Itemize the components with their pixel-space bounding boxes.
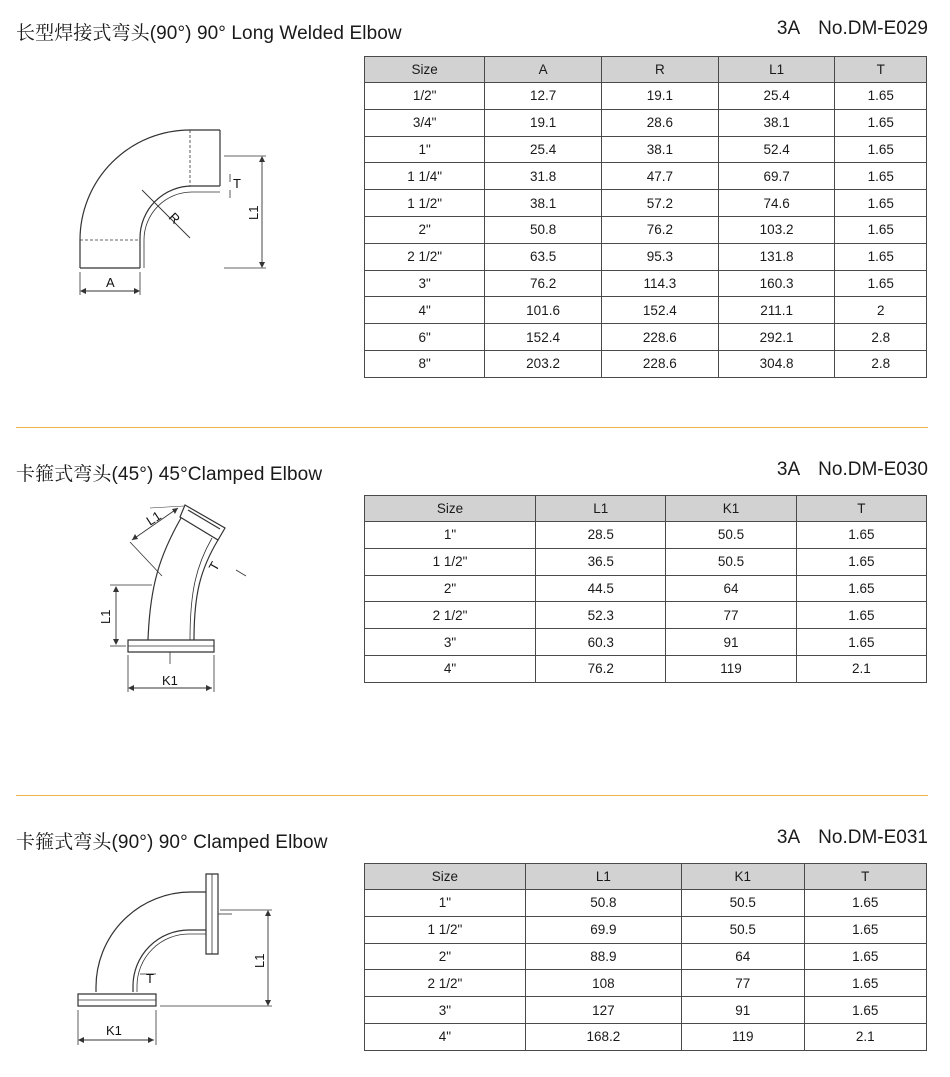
clamped-90-elbow-drawing xyxy=(66,870,286,1050)
table-row xyxy=(365,350,927,377)
table-row xyxy=(365,83,927,110)
table-row xyxy=(365,916,927,943)
spec-table xyxy=(364,56,927,378)
table-cell: 1 1/4" xyxy=(365,163,485,190)
column-header: Size xyxy=(365,496,536,522)
table-cell: 38.1 xyxy=(485,190,602,217)
table-cell: 76.2 xyxy=(601,216,718,243)
table-cell: 1.65 xyxy=(804,916,927,943)
column-header: K1 xyxy=(666,496,796,522)
section-title: 长型焊接式弯头(90°) 90° Long Welded Elbow xyxy=(16,23,402,44)
column-header: Size xyxy=(365,57,485,83)
table-row xyxy=(365,629,927,656)
table-cell: 19.1 xyxy=(601,83,718,110)
table-cell: 1.65 xyxy=(835,190,927,217)
table-cell: 114.3 xyxy=(601,270,718,297)
table-row xyxy=(365,109,927,136)
table-cell: 1 1/2" xyxy=(365,190,485,217)
table-cell: 69.9 xyxy=(525,916,681,943)
table-cell: 47.7 xyxy=(601,163,718,190)
table-cell: 2.1 xyxy=(804,1023,927,1050)
column-header: T xyxy=(796,496,926,522)
table-cell: 50.8 xyxy=(525,890,681,917)
table-row xyxy=(365,890,927,917)
table-cell: 1.65 xyxy=(796,575,926,602)
table-cell: 1.65 xyxy=(796,548,926,575)
table-row xyxy=(365,548,927,575)
table-cell: 2.1 xyxy=(796,655,926,682)
table-cell: 1.65 xyxy=(835,243,927,270)
table-cell: 1.65 xyxy=(796,522,926,549)
code-number: No.DM-E030 xyxy=(818,459,928,480)
table-cell: 3" xyxy=(365,629,536,656)
table-cell: 50.8 xyxy=(485,216,602,243)
table-cell: 50.5 xyxy=(666,522,796,549)
table-cell: 1" xyxy=(365,890,526,917)
table-cell: 152.4 xyxy=(485,324,602,351)
table-cell: 1.65 xyxy=(796,629,926,656)
column-header: L1 xyxy=(536,496,666,522)
table-cell: 3/4" xyxy=(365,109,485,136)
table-header-row xyxy=(365,496,927,522)
table-cell: 1 1/2" xyxy=(365,548,536,575)
table-cell: 119 xyxy=(666,655,796,682)
table-cell: 152.4 xyxy=(601,297,718,324)
table-cell: 2" xyxy=(365,943,526,970)
long-welded-elbow-drawing xyxy=(70,120,280,300)
column-header: L1 xyxy=(718,57,835,83)
table-cell: 8" xyxy=(365,350,485,377)
table-cell: 1.65 xyxy=(804,943,927,970)
section-title: 卡箍式弯头(45°) 45°Clamped Elbow xyxy=(16,464,323,485)
table-cell: 76.2 xyxy=(485,270,602,297)
table-cell: 63.5 xyxy=(485,243,602,270)
dimension-label-l1: L1 xyxy=(252,953,267,968)
table-cell: 228.6 xyxy=(601,324,718,351)
table-cell: 57.2 xyxy=(601,190,718,217)
product-code xyxy=(777,459,928,481)
standard-label: 3A xyxy=(776,827,801,848)
table-row xyxy=(365,216,927,243)
table-row xyxy=(365,997,927,1024)
table-row xyxy=(365,163,927,190)
spec-table xyxy=(364,495,927,683)
table-cell: 1.65 xyxy=(835,109,927,136)
dimension-label-t: T xyxy=(205,559,223,574)
table-cell: 2" xyxy=(365,216,485,243)
table-cell: 91 xyxy=(682,997,804,1024)
table-cell: 28.5 xyxy=(536,522,666,549)
dimension-label-k1: K1 xyxy=(162,673,178,688)
table-cell: 36.5 xyxy=(536,548,666,575)
table-cell: 1.65 xyxy=(796,602,926,629)
table-cell: 77 xyxy=(682,970,804,997)
table-cell: 1.65 xyxy=(835,163,927,190)
section-divider xyxy=(16,795,928,796)
column-header: L1 xyxy=(525,864,681,890)
table-cell: 168.2 xyxy=(525,1023,681,1050)
table-row xyxy=(365,297,927,324)
table-cell: 4" xyxy=(365,297,485,324)
table-cell: 228.6 xyxy=(601,350,718,377)
dimension-label-k1: K1 xyxy=(106,1023,122,1038)
table-row xyxy=(365,1023,927,1050)
table-cell: 1.65 xyxy=(835,216,927,243)
table-cell: 74.6 xyxy=(718,190,835,217)
table-row xyxy=(365,522,927,549)
table-cell: 38.1 xyxy=(718,109,835,136)
product-code xyxy=(777,18,928,40)
code-number: No.DM-E029 xyxy=(818,18,928,39)
table-row xyxy=(365,136,927,163)
table-cell: 52.3 xyxy=(536,602,666,629)
table-cell: 50.5 xyxy=(682,890,804,917)
table-header-row xyxy=(365,57,927,83)
table-row xyxy=(365,324,927,351)
table-cell: 211.1 xyxy=(718,297,835,324)
clamped-45-elbow-drawing xyxy=(90,500,260,695)
table-cell: 203.2 xyxy=(485,350,602,377)
dimension-label-t: T xyxy=(146,971,154,986)
table-cell: 2 1/2" xyxy=(365,970,526,997)
table-cell: 2.8 xyxy=(835,324,927,351)
table-row xyxy=(365,243,927,270)
table-cell: 91 xyxy=(666,629,796,656)
table-cell: 3" xyxy=(365,997,526,1024)
table-cell: 131.8 xyxy=(718,243,835,270)
column-header: R xyxy=(601,57,718,83)
table-cell: 38.1 xyxy=(601,136,718,163)
table-cell: 1.65 xyxy=(835,83,927,110)
section-title: 卡箍式弯头(90°) 90° Clamped Elbow xyxy=(16,832,328,853)
column-header: A xyxy=(485,57,602,83)
table-cell: 1 1/2" xyxy=(365,916,526,943)
table-cell: 25.4 xyxy=(485,136,602,163)
column-header: Size xyxy=(365,864,526,890)
table-cell: 12.7 xyxy=(485,83,602,110)
table-cell: 1" xyxy=(365,522,536,549)
table-cell: 1/2" xyxy=(365,83,485,110)
code-number: No.DM-E031 xyxy=(818,827,928,848)
table-cell: 101.6 xyxy=(485,297,602,324)
table-row xyxy=(365,575,927,602)
table-cell: 69.7 xyxy=(718,163,835,190)
table-cell: 2 1/2" xyxy=(365,243,485,270)
table-cell: 31.8 xyxy=(485,163,602,190)
table-cell: 1.65 xyxy=(804,997,927,1024)
table-cell: 4" xyxy=(365,1023,526,1050)
standard-label: 3A xyxy=(776,459,801,480)
table-cell: 103.2 xyxy=(718,216,835,243)
table-row xyxy=(365,270,927,297)
dimension-label-r: R xyxy=(165,209,184,227)
table-cell: 4" xyxy=(365,655,536,682)
table-cell: 1.65 xyxy=(835,136,927,163)
table-cell: 160.3 xyxy=(718,270,835,297)
table-cell: 44.5 xyxy=(536,575,666,602)
table-cell: 2" xyxy=(365,575,536,602)
table-header-row xyxy=(365,864,927,890)
dimension-label-l1-top: L1 xyxy=(143,508,164,529)
dimension-label-l1: L1 xyxy=(98,609,113,624)
table-cell: 77 xyxy=(666,602,796,629)
table-cell: 6" xyxy=(365,324,485,351)
table-cell: 2.8 xyxy=(835,350,927,377)
table-cell: 60.3 xyxy=(536,629,666,656)
table-cell: 1.65 xyxy=(835,270,927,297)
table-row xyxy=(365,943,927,970)
table-cell: 28.6 xyxy=(601,109,718,136)
table-cell: 119 xyxy=(682,1023,804,1050)
dimension-label-l1: L1 xyxy=(246,205,261,220)
table-row xyxy=(365,655,927,682)
table-cell: 88.9 xyxy=(525,943,681,970)
table-row xyxy=(365,602,927,629)
table-cell: 3" xyxy=(365,270,485,297)
table-row xyxy=(365,970,927,997)
table-cell: 50.5 xyxy=(666,548,796,575)
standard-label: 3A xyxy=(776,18,801,39)
section-divider xyxy=(16,427,928,428)
table-cell: 50.5 xyxy=(682,916,804,943)
table-cell: 1.65 xyxy=(804,970,927,997)
dimension-label-a: A xyxy=(106,275,115,290)
table-cell: 64 xyxy=(666,575,796,602)
table-cell: 2 1/2" xyxy=(365,602,536,629)
table-cell: 2 xyxy=(835,297,927,324)
table-cell: 76.2 xyxy=(536,655,666,682)
table-cell: 1" xyxy=(365,136,485,163)
column-header: T xyxy=(835,57,927,83)
table-cell: 19.1 xyxy=(485,109,602,136)
table-cell: 64 xyxy=(682,943,804,970)
column-header: T xyxy=(804,864,927,890)
product-code xyxy=(777,827,928,849)
table-cell: 1.65 xyxy=(804,890,927,917)
table-cell: 304.8 xyxy=(718,350,835,377)
table-cell: 108 xyxy=(525,970,681,997)
dimension-label-t: T xyxy=(233,176,241,191)
table-row xyxy=(365,190,927,217)
table-cell: 127 xyxy=(525,997,681,1024)
table-cell: 95.3 xyxy=(601,243,718,270)
spec-table xyxy=(364,863,927,1051)
table-cell: 25.4 xyxy=(718,83,835,110)
table-cell: 292.1 xyxy=(718,324,835,351)
column-header: K1 xyxy=(682,864,804,890)
table-cell: 52.4 xyxy=(718,136,835,163)
